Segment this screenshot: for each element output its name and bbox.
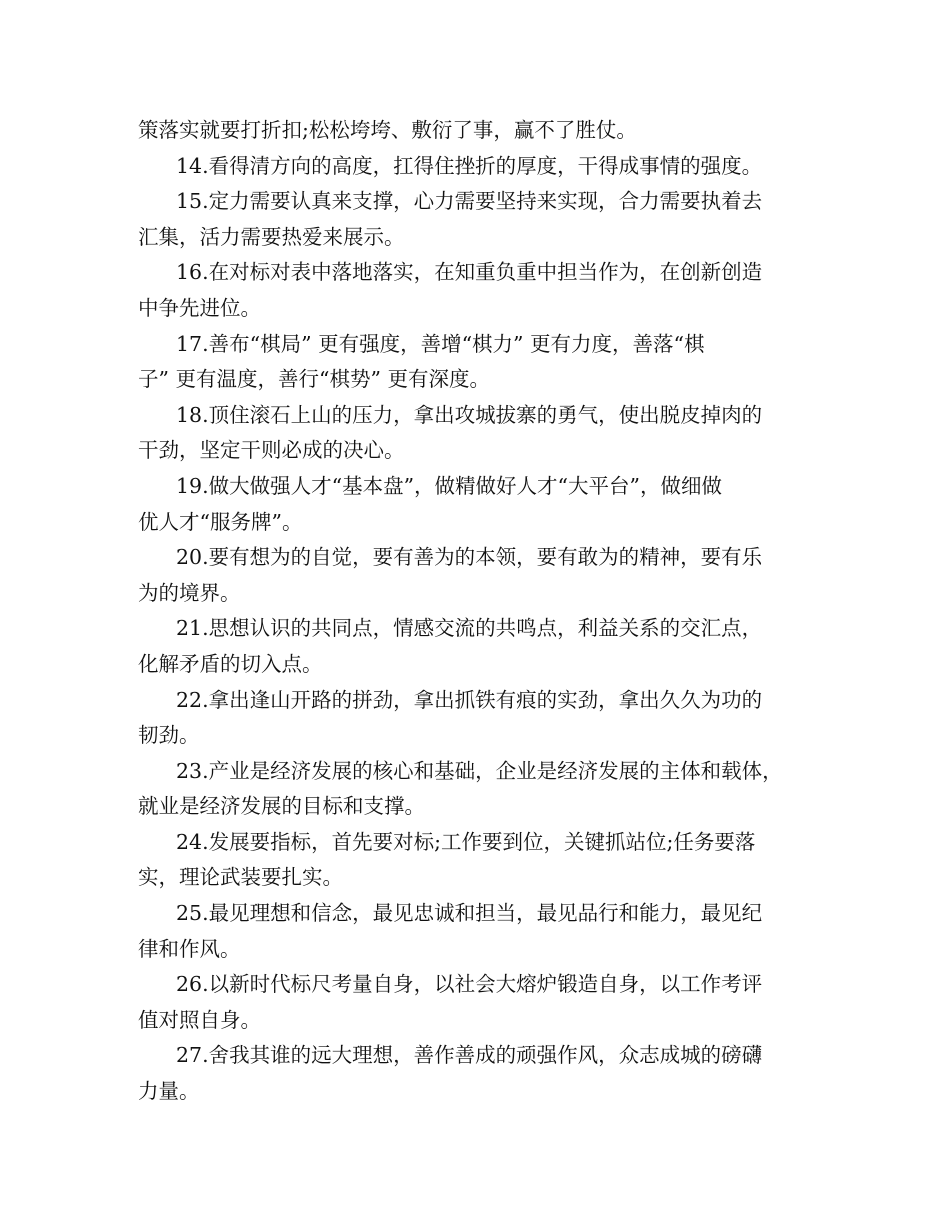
text-line: 14.看得清方向的高度，扛得住挫折的厚度，干得成事情的强度。 xyxy=(176,153,763,178)
text-line: 21.思想认识的共同点，情感交流的共鸣点，利益关系的交汇点， xyxy=(176,616,763,641)
text-line: 就业是经济发展的目标和支撑。 xyxy=(138,794,425,819)
text-line: 中争先进位。 xyxy=(138,295,261,320)
text-line: 15.定力需要认真来支撑，心力需要坚持来实现，合力需要执着去 xyxy=(176,189,763,214)
text-line: 19.做大做强人才“基本盘”，做精做好人才“大平台”，做细做 xyxy=(176,473,723,498)
text-line: 23.产业是经济发展的核心和基础，企业是经济发展的主体和载体， xyxy=(176,758,783,783)
text-line: 汇集，活力需要热爱来展示。 xyxy=(138,224,405,249)
text-line: 韧劲。 xyxy=(138,723,200,748)
text-line: 25.最见理想和信念，最见忠诚和担当，最见品行和能力，最见纪 xyxy=(176,901,763,926)
text-line: 20.要有想为的自觉，要有善为的本领，要有敢为的精神，要有乐 xyxy=(176,545,763,570)
text-line: 值对照自身。 xyxy=(138,1007,261,1032)
text-line: 18.顶住滚石上山的压力，拿出攻城拔寨的勇气，使出脱皮掉肉的 xyxy=(176,402,763,427)
text-line: 16.在对标对表中落地落实，在知重负重中担当作为，在创新创造 xyxy=(176,260,763,285)
text-line: 律和作风。 xyxy=(138,936,241,961)
document-body xyxy=(138,113,818,1110)
text-line: 实，理论武装要扎实。 xyxy=(138,865,343,890)
text-line: 27.舍我其谁的远大理想，善作善成的顽强作风，众志成城的磅礴 xyxy=(176,1043,763,1068)
text-line: 24.发展要指标，首先要对标;工作要到位，关键抓站位;任务要落 xyxy=(176,829,756,854)
text-line: 26.以新时代标尺考量自身，以社会大熔炉锻造自身，以工作考评 xyxy=(176,972,763,997)
text-line: 子” 更有温度，善行“棋势” 更有深度。 xyxy=(138,367,490,392)
text-line: 化解矛盾的切入点。 xyxy=(138,651,323,676)
text-line: 力量。 xyxy=(138,1079,200,1104)
text-line: 策落实就要打折扣;松松垮垮、敷衍了事，赢不了胜仗。 xyxy=(138,118,637,142)
text-line: 22.拿出逢山开路的拼劲，拿出抓铁有痕的实劲，拿出久久为功的 xyxy=(176,687,763,712)
text-line: 干劲，坚定干则必成的决心。 xyxy=(138,438,405,463)
text-line: 优人才“服务牌”。 xyxy=(138,509,303,534)
text-line: 为的境界。 xyxy=(138,580,241,605)
text-line: 17.善布“棋局” 更有强度，善增“棋力” 更有力度，善落“棋 xyxy=(176,331,705,356)
